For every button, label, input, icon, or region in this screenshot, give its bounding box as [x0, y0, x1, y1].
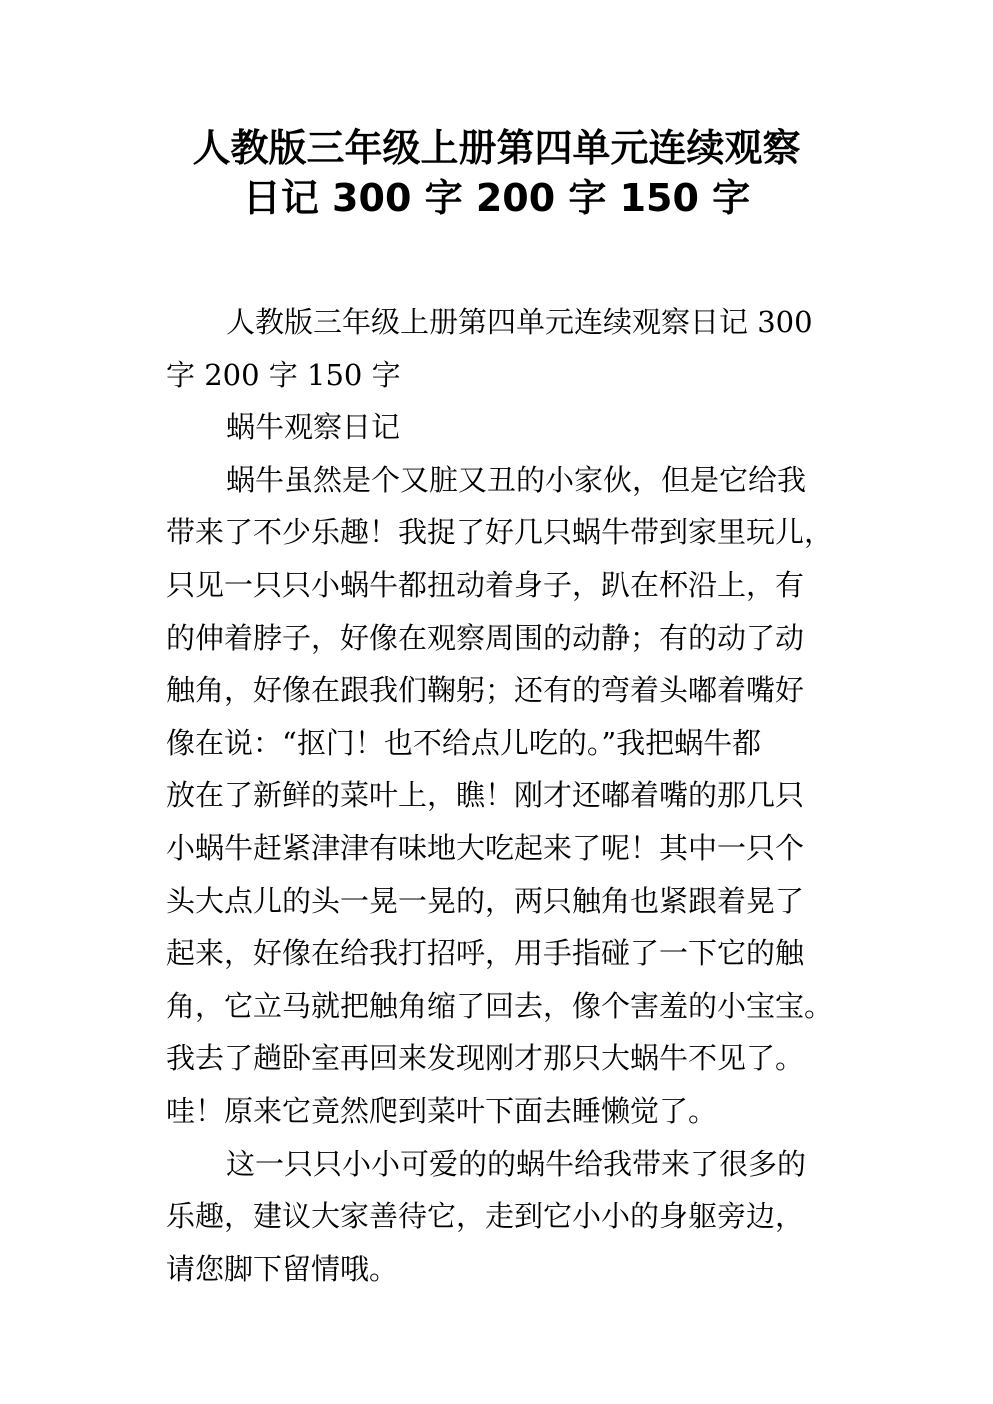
paragraph-line: 像在说：“抠门！也不给点儿吃的。”我把蜗牛都 [166, 725, 762, 760]
paragraph-line: 这一只只小小可爱的的蜗牛给我带来了很多的 [226, 1146, 807, 1181]
document-body [166, 300, 866, 1299]
paragraph-line: 哇！原来它竟然爬到菜叶下面去睡懒觉了。 [166, 1093, 718, 1128]
paragraph-line: 带来了不少乐趣！我捉了好几只蜗牛带到家里玩儿， [166, 515, 834, 550]
paragraph-line: 起来，好像在给我打招呼，用手指碰了一下它的触 [166, 936, 805, 971]
intro-line: 字 200 字 150 字 [166, 357, 401, 392]
paragraph-line: 我去了趟卧室再回来发现刚才那只大蜗牛不见了。 [166, 1041, 805, 1076]
paragraph-line: 小蜗牛赶紧津津有味地大吃起来了呢！其中一只个 [166, 830, 805, 865]
paragraph-line: 只见一只只小蜗牛都扭动着身子，趴在杯沿上，有 [166, 567, 805, 602]
paragraph-line: 的伸着脖子，好像在观察周围的动静；有的动了动 [166, 620, 805, 655]
paragraph-line: 头大点儿的头一晃一晃的，两只触角也紧跟着晃了 [166, 883, 805, 918]
document-title-line-1: 人教版三年级上册第四单元连续观察 [192, 126, 801, 170]
intro-line: 人教版三年级上册第四单元连续观察日记 300 [226, 305, 813, 339]
paragraph-line: 角，它立马就把触角缩了回去，像个害羞的小宝宝。 [166, 988, 834, 1023]
paragraph-line: 放在了新鲜的菜叶上，瞧！刚才还嘟着嘴的那几只 [166, 778, 805, 813]
paragraph-line: 蜗牛虽然是个又脏又丑的小家伙，但是它给我 [226, 462, 807, 497]
section-heading: 蜗牛观察日记 [226, 410, 401, 445]
paragraph-line: 乐趣，建议大家善待它，走到它小小的身躯旁边， [166, 1199, 805, 1234]
paragraph-line: 触角，好像在跟我们鞠躬；还有的弯着头嘟着嘴好 [166, 673, 805, 708]
paragraph-line: 请您脚下留情哦。 [166, 1251, 399, 1286]
document-title-line-2: 日记 300 字 200 字 150 字 [242, 176, 751, 220]
